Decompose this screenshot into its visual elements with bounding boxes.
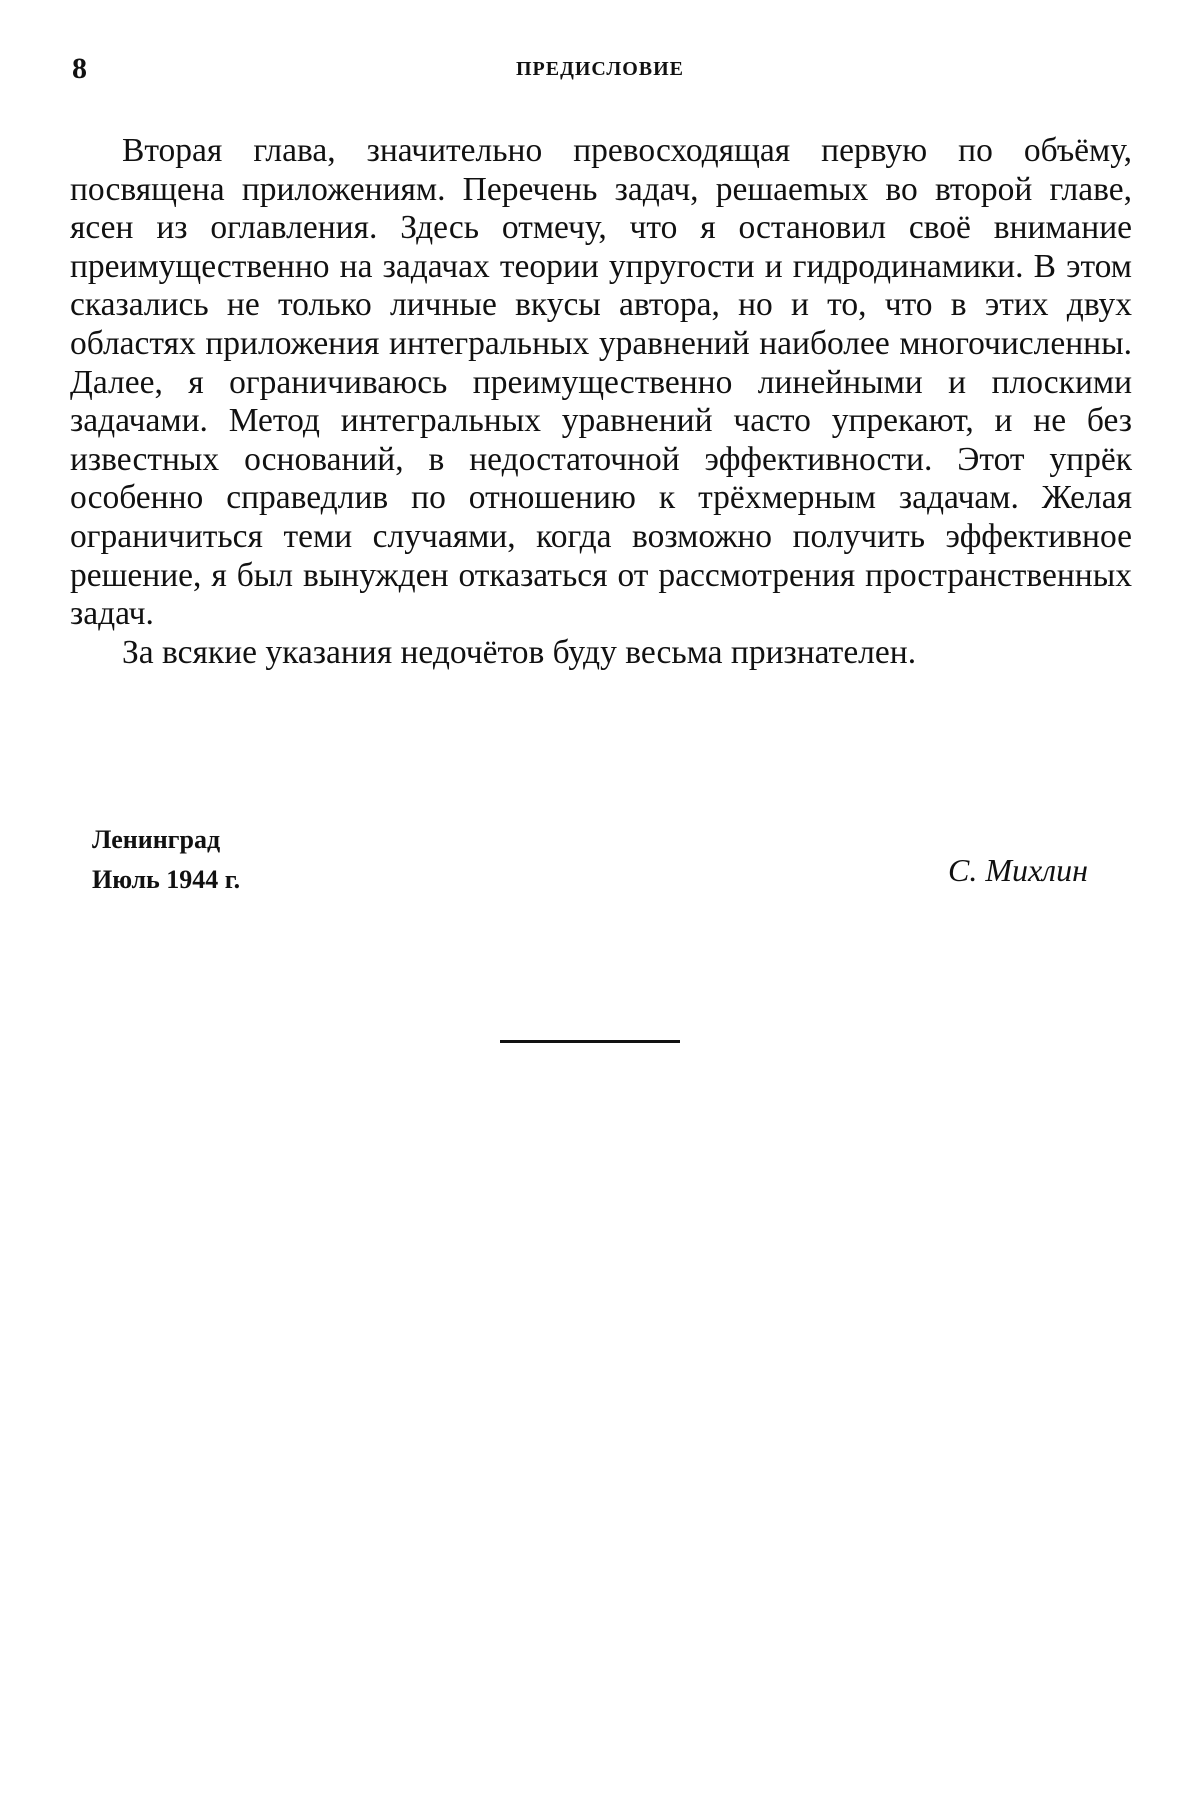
paragraph: Вторая глава, значительно превосходящая первую по объёму, посвящена приложениям. Перечень задач, решаеmых во второй главе, ясен из оглавления. Здесь отмечу, что я остановил своё внимание преимущественно на задачах теории упругости и гидродинамики. В этом сказались не только личные вкусы автора, но и то, что в этих двух областях приложения интегральных уравнений наиболее многочисленны. Далее, я ограничиваюсь преимущественно линейными и плоскими задачами. Метод интегральных уравнений часто упрекают, и не без известных оснований, в недостаточной эффективности. Этот упрёк особенно справедлив по отношению к трёхмерным задачам. Желая ограничиться теми случаями, когда возможно получить эффективное решение, я был вынужден отказаться от рассмотрения пространственных задач.: [70, 132, 1132, 633]
page-number: 8: [72, 52, 87, 85]
body-text: [70, 132, 1132, 672]
author-signature: С. Михлин: [947, 852, 1088, 888]
place: Ленинград: [92, 825, 221, 854]
date: Июль 1944 г.: [92, 865, 241, 894]
place-date: [92, 820, 240, 900]
running-head: ПРЕДИСЛОВИЕ: [515, 58, 685, 80]
paragraph: За всякие указания недочётов буду весьма признателен.: [122, 633, 917, 671]
end-rule: [500, 1040, 680, 1043]
